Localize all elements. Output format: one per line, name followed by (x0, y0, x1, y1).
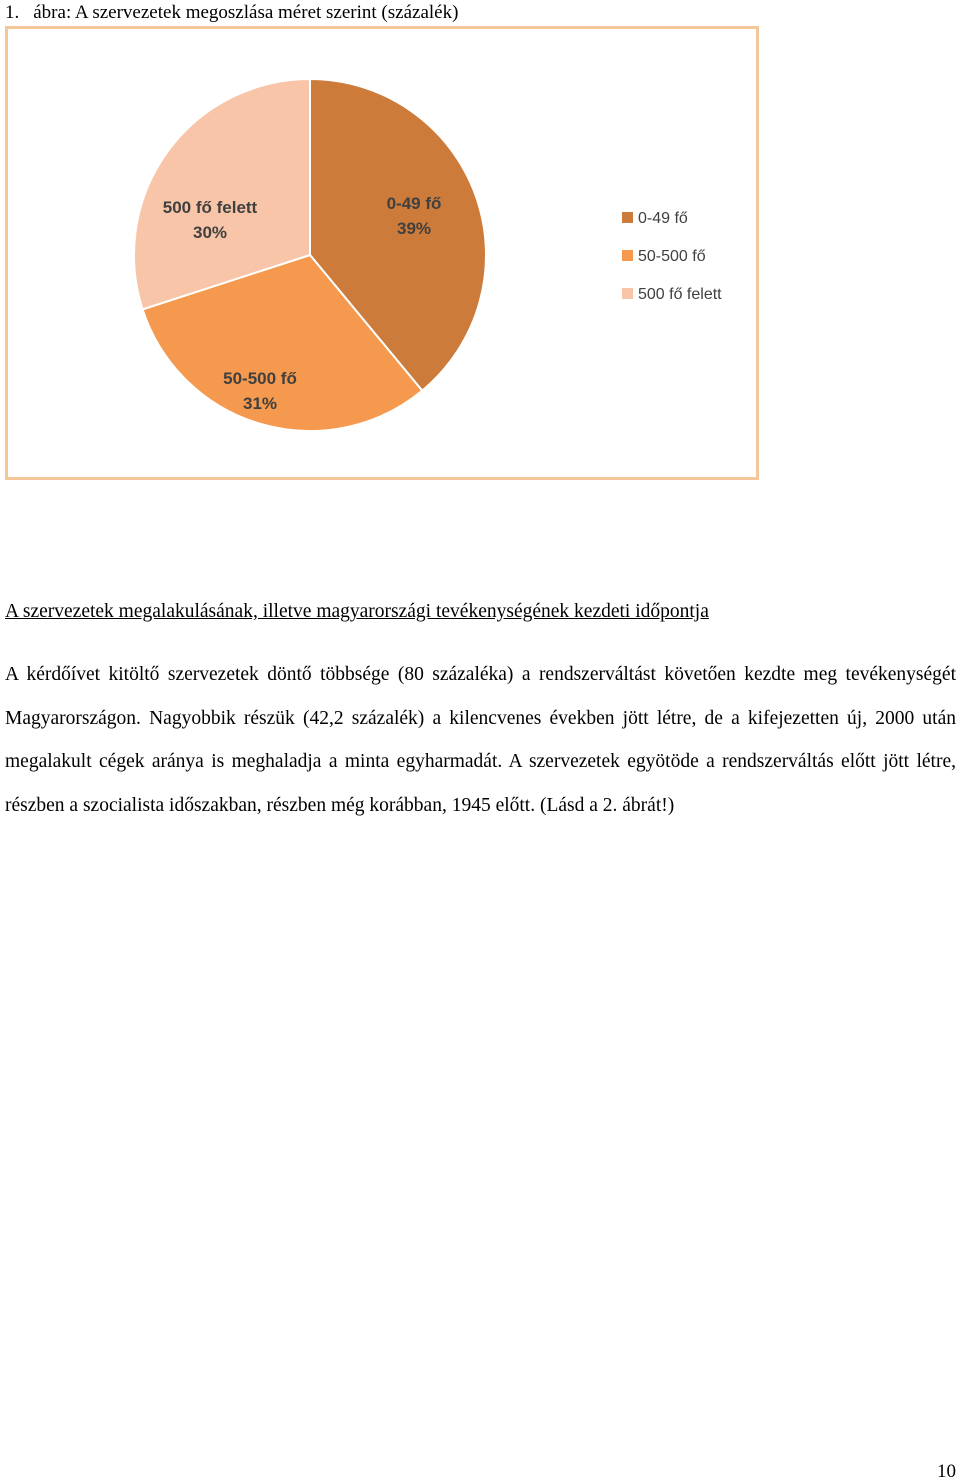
figure-caption-text: ábra: A szervezetek megoszlása méret szerint (százalék) (33, 2, 459, 23)
body-paragraph: A kérdőívet kitöltő szervezetek döntő többsége (80 százaléka) a rendszerváltást követően kezdte meg tevékenységét Magyarországon. Nagyobbik részük (42,2 százalék) a kilencvenes években jött létre, de a kifejezetten új, 2000 után megalakult cégek aránya is meghaladja a minta egyharmadát. A szervezetek egyötöde a rendszerváltás előtt jött létre, részben a szocialista időszakban, részben még korábban, 1945 előtt. (Lásd a 2. ábrát!) (5, 664, 956, 816)
slice-category-label: 50-500 fő (223, 369, 297, 388)
pie-chart (8, 29, 756, 477)
figure-caption (5, 2, 458, 24)
page-number: 10 (937, 1461, 956, 1482)
slice-percent-label: 39% (396, 219, 432, 238)
slice-category-label: 0-49 fő (386, 194, 442, 213)
chart-legend (622, 210, 722, 303)
slice-percent-label: 31% (242, 394, 278, 413)
legend-label: 0-49 fő (638, 210, 688, 227)
legend-swatch (622, 212, 633, 223)
section-heading: A szervezetek megalakulásának, illetve magyarországi tevékenységének kezdeti időpontja (5, 601, 709, 622)
slice-percent-label: 30% (192, 223, 228, 242)
legend-swatch (622, 288, 633, 299)
legend-swatch (622, 250, 633, 261)
pie-chart-frame (5, 26, 759, 480)
slice-category-label: 500 fő felett (162, 198, 258, 217)
pie-slices (134, 79, 486, 431)
legend-label: 50-500 fő (638, 248, 706, 265)
figure-number: 1. (5, 2, 20, 23)
legend-label: 500 fő felett (638, 286, 722, 303)
